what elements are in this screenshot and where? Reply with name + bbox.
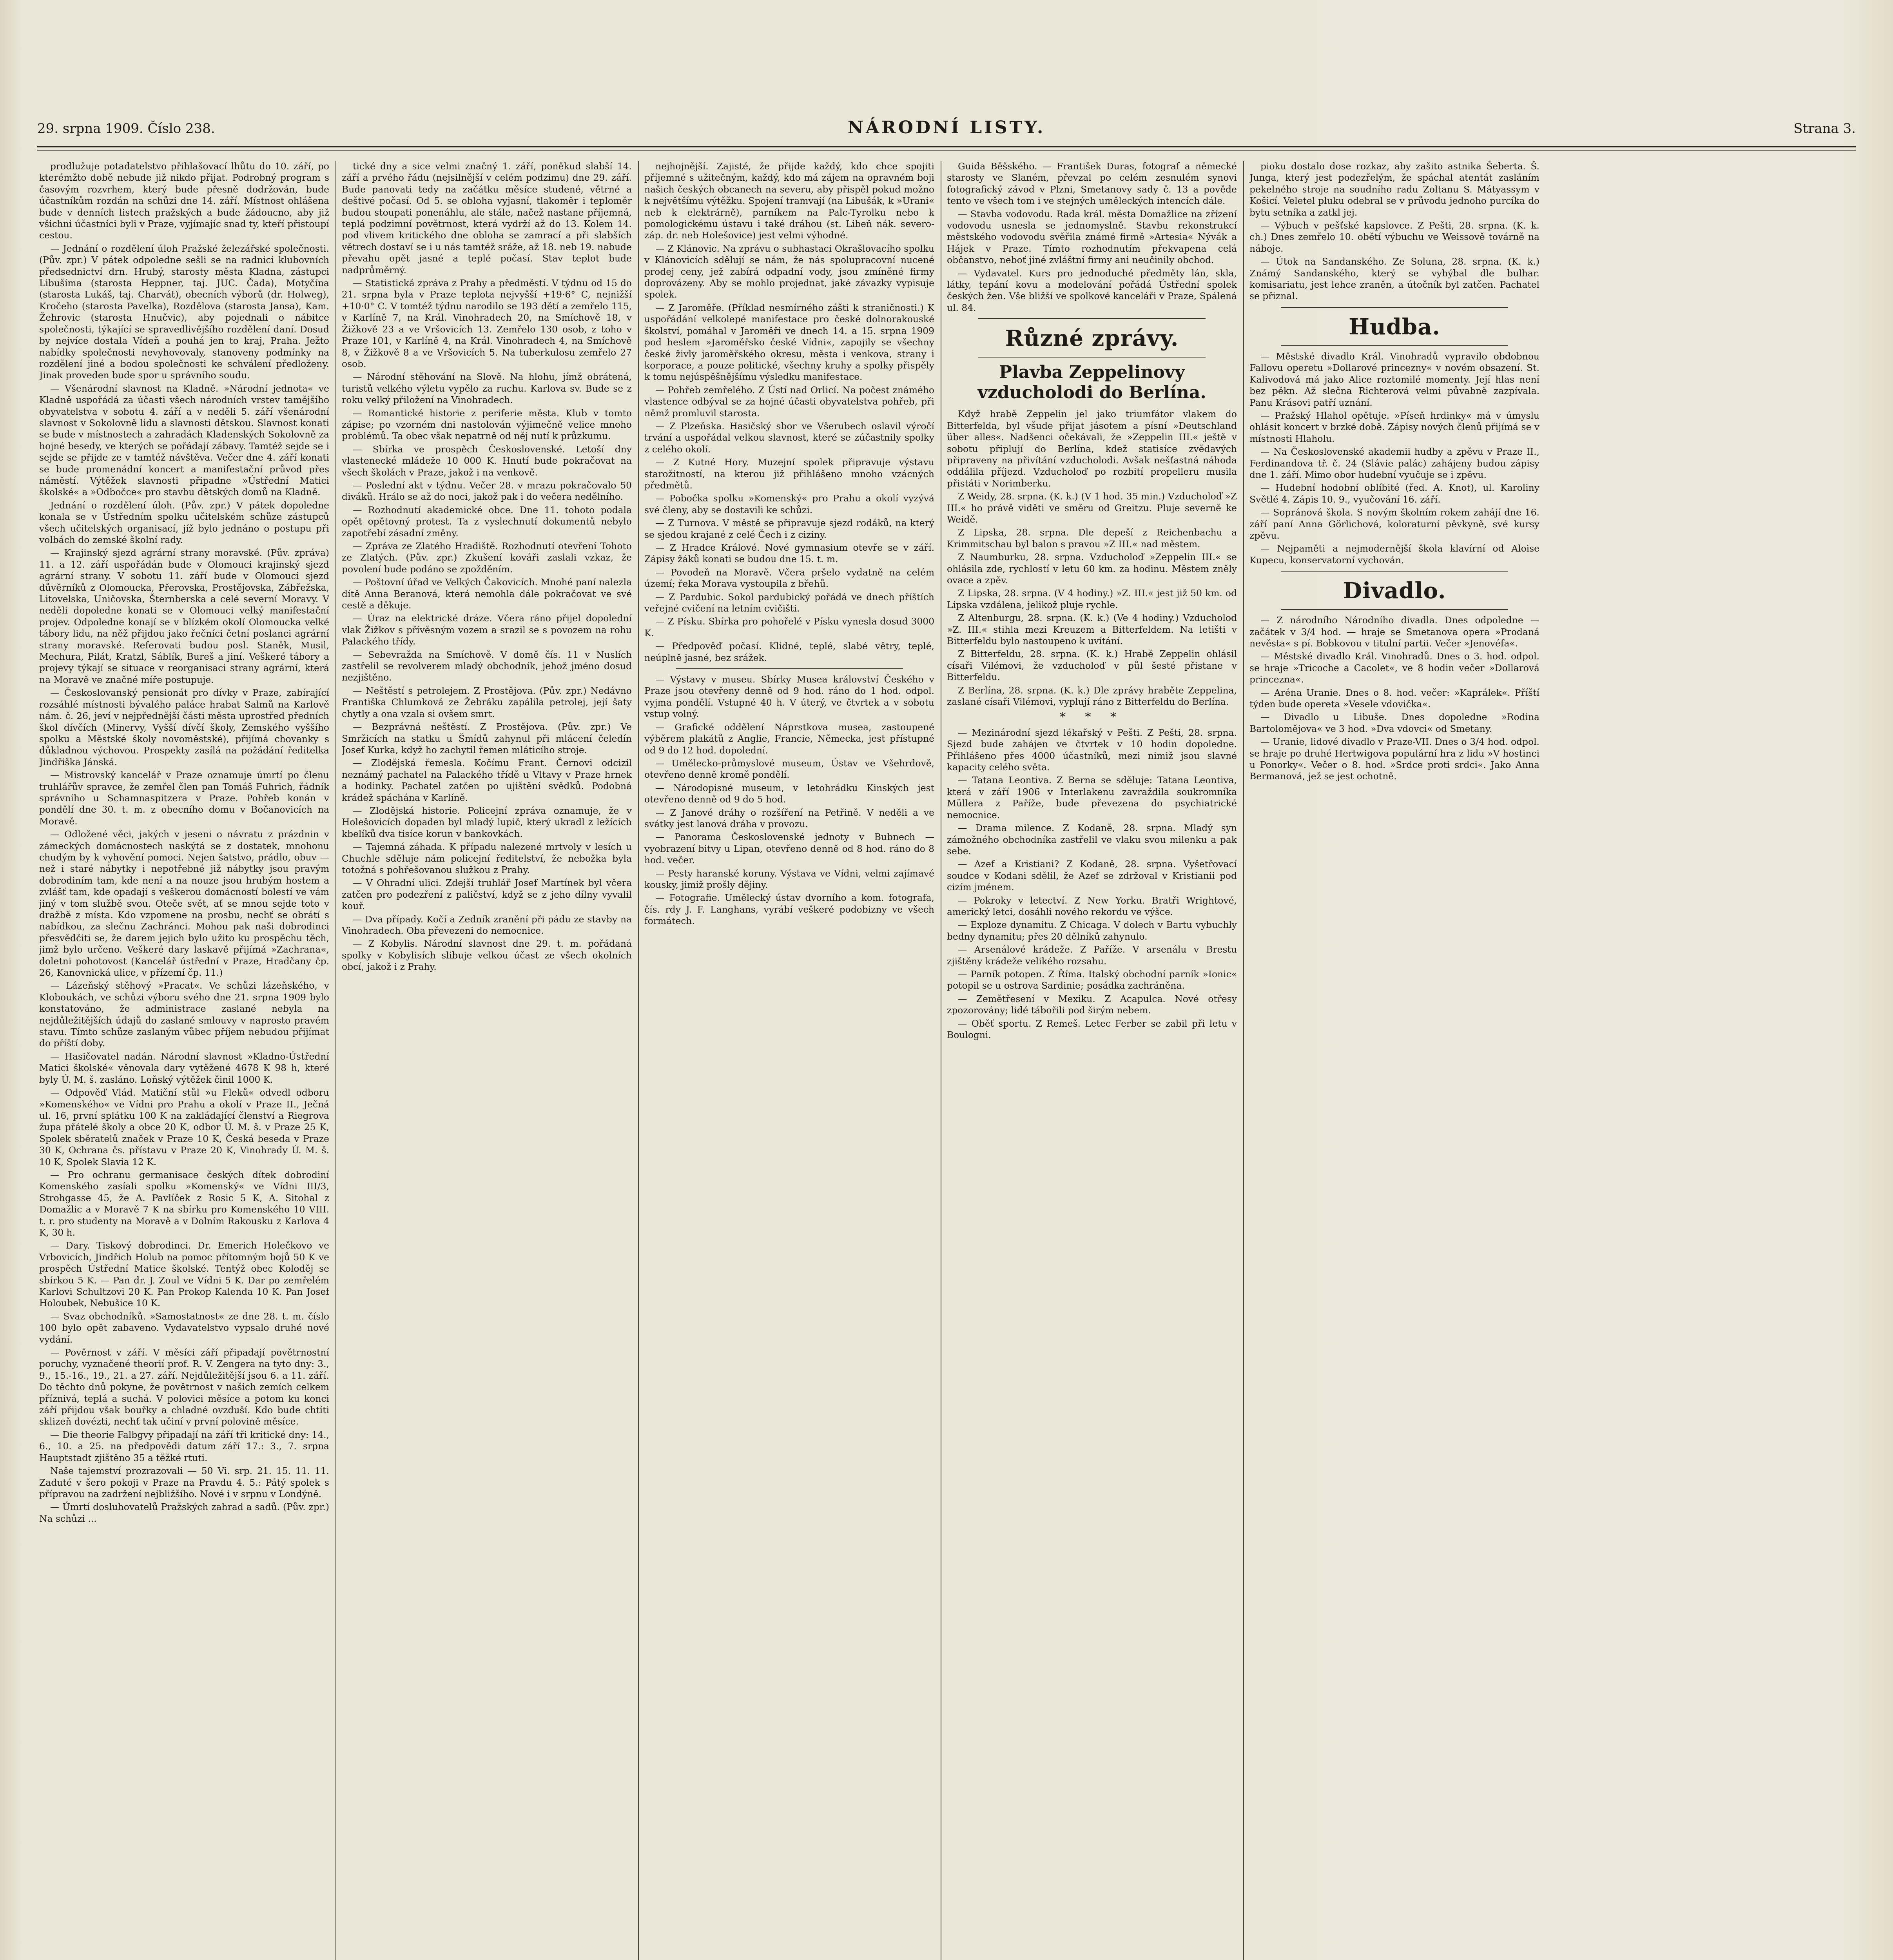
paragraph: — Vydavatel. Kurs pro jednoduché předměty lán, skla, látky, tepání kovu a modelování pořádá Ústřední spolek českých žen. Vše bližší ve spolkové kanceláři v Praze, Spálená ul. 84. <box>947 267 1237 313</box>
paragraph: — Zlodějská historie. Policejní zpráva oznamuje, že v Holešovicích dopaden byl mladý lupič, který ukradl z ležících kbelíků dva tisíce korun v bankovkách. <box>342 805 632 839</box>
paragraph: — Výstavy v museu. Sbírky Musea království Českého v Praze jsou otevřeny denně od 9 hod. ráno do 1 hod. odpol. vyjma pondělí. Vstupné 40 h. V úterý, ve čtvrtek a v sobotu vstup volný. <box>644 674 934 720</box>
paragraph: — Neštěstí s petrolejem. Z Prostějova. (Pův. zpr.) Nedávno Františka Chlumková ze Žebráku zapálila petrolej, její šaty chytly a ona vzala si ovšem smrt. <box>342 685 632 719</box>
paragraph: — Rozhodnutí akademické obce. Dne 11. tohoto podala opět opětovný protest. Ta z vyslechnutí dokumentů nebylo zapotřebí zásadní změny. <box>342 504 632 539</box>
paragraph: — Aréna Uranie. Dnes o 8. hod. večer: »Kaprálek«. Příští týden bude opereta »Vesele vdovička«. <box>1249 687 1539 710</box>
paragraph: Z Berlína, 28. srpna. (K. k.) Dle zprávy hraběte Zeppelina, zaslané císaři Vilémovi, vyplují ráno z Bitterfeldu do Berlína. <box>947 684 1237 708</box>
date-issue: 29. srpna 1909. Číslo 238. <box>37 121 215 136</box>
section-rule <box>1281 609 1508 610</box>
paragraph: Z Altenburgu, 28. srpna. (K. k.) (Ve 4 hodiny.) Vzducholoď »Z. III.« stihla mezi Kreuzem a Bitterfeldem. Na letišti v Bitterfeldu bylo nastoupeno k uvítání. <box>947 612 1237 646</box>
paragraph: — Divadlo u Libuše. Dnes dopoledne »Rodina Bartolomějova« ve 3 hod. »Dva vdovci« od Smetany. <box>1249 711 1539 734</box>
paragraph: — Sbírka ve prospěch Československé. Letoší dny vlastenecké mládeže 10 000 K. Hnutí bude pokračovat na všech školách v Praze, jakož i na venkově. <box>342 443 632 478</box>
paragraph: tické dny a sice velmi značný 1. září, poněkud slabší 14. září a prvého řádu (nejsilnější v celém podzimu) dne 29. září. Bude panovati tedy na začátku měsíce studené, větrné a deštivé počasí. Od 5. se obloha vyjasní, tlakoměr i teploměr budou stoupati ponenáhlu, ale stále, načež nastane příjemná, teplá podzimní povětrnost, která vydrží až do 13. Kolem 14. pod vlivem kritického dne obloha se zamrací a při slabších větrech dostaví se i u nás tamtéž sráže, až 18. neb 19. nabude převahu opět jasné a teplé počasí. Stav teplot bude nadprůměrný. <box>342 161 632 276</box>
paragraph: — Mezinárodní sjezd lékařský v Pešti. Z Pešti, 28. srpna. Sjezd bude zahájen ve čtvrtek v 10 hodin dopoledne. Přihlášeno přes 4000 účastníků, mezi nimiž jsou slavné kapacity celého světa. <box>947 727 1237 773</box>
paragraph: — Parník potopen. Z Říma. Italský obchodní parník »Ionic« potopil se u ostrova Sardinie; posádka zachráněna. <box>947 968 1237 991</box>
paragraph: — Předpověď počasí. Klidné, teplé, slabé větry, teplé, neúplně jasné, bez srážek. <box>644 641 934 663</box>
column-divider <box>638 161 639 1960</box>
paragraph: — Azef a Kristiani? Z Kodaně, 28. srpna. Vyšetřovací soudce v Kodani sdělil, že Azef se zdržoval v Kristianii pod cizím jménem. <box>947 858 1237 893</box>
paragraph: — Z Plzeňska. Hasičský sbor ve Všerubech oslavil výročí trvání a uspořádal velkou slavnost, které se zúčastnily spolky z celého okolí. <box>644 420 934 455</box>
paragraph: Guida Běšského. — František Duras, fotograf a německé starosty ve Slaném, převzal po celém zesnulém synovi fotografický závod v Plzni, Smetanovy sady č. 13 a pověde tento ve všech tom i ve stejných uměleckých intencích dále. <box>947 161 1237 207</box>
paragraph: — Sebevražda na Smíchově. V domě čís. 11 v Nuslích zastřelil se revolverem mladý obchodník, jehož jméno dosud nezjištěno. <box>342 649 632 683</box>
paragraph: — Pobočka spolku »Komenský« pro Prahu a okolí vyzývá své členy, aby se dostavili ke schůzi. <box>644 493 934 515</box>
paragraph: — Povodeň na Moravě. Včera pršelo vydatně na celém území; řeka Morava vystoupila z břehů. <box>644 566 934 590</box>
page-number: Strana 3. <box>1793 121 1856 136</box>
paragraph: Jednání o rozdělení úloh. (Pův. zpr.) V pátek dopoledne konala se v Ústředním spolku učitelském schůze zástupců všech učitelských organisací, jíž bylo jednáno o postupu při volbách do zemské školní rady. <box>39 499 329 545</box>
separator-stars: * * * <box>1059 710 1124 724</box>
paragraph: Z Lipska, 28. srpna. Dle depeší z Reichenbachu a Krimmitschau byl balon s pravou »Z III.« nad městem. <box>947 527 1237 550</box>
paragraph: — Romantické historie z periferie města. Klub v tomto zápise; po vzorném dni nastolován výjimečně velice mnoho problémů. Ta obec však nepatrně od něj nutí k průzkumu. <box>342 407 632 442</box>
paragraph: — Lázeňský stěhový »Pracat«. Ve schůzi lázeňského, v Kloboukách, ve schůzi výboru svého dne 21. srpna 1909 bylo konstatováno, že administrace zaslané nebyla na nejdůležitějších údajů do zaslané smlouvy v naprosto pravém stavu. Tímto schůze zaslaným vůbec příjem nebudou přijímat do příští doby. <box>39 980 329 1049</box>
paragraph: — Národní stěhování na Slově. Na hlohu, jímž obrátená, turistů velkého výletu vypělo za ruchu. Karlova sv. Bude se z roku velký přiložení na Vinohradech. <box>342 371 632 406</box>
paragraph: — Odpověď Vlád. Matiční stůl »u Fleků« odvedl odboru »Komenského« ve Vídni pro Prahu a okolí v Praze II., Ječná ul. 16, první splátku 100 K na zakládající členství a Riegrova župa přátelé školy a obce 20 K, odbor Ú. M. š. v Praze 25 K, Spolek sběratelů značek v Praze 10 K, Česká beseda v Praze 30 K, Ochrana čs. přístavu v Praze 20 K, Vinohrady Ú. M. š. 10 K, Spolek Slavia 12 K. <box>39 1087 329 1167</box>
paragraph: — Městské divadlo Král. Vinohradů vypravilo obdobnou Fallovu operetu »Dollarové princezny« v novém obsazení. St. Kalivodová má jako Alice roztomilé momenty. Její hlas není bez pěkn. Až slečna Richterová velmi půvabně zazpívala. Panu Krásovi patří uznání. <box>1249 350 1539 408</box>
paragraph: — Z národního Národního divadla. Dnes odpoledne — začátek v 3/4 hod. — hraje se Smetanova opera »Prodaná nevěsta« s pí. Bobkovou v titulní partii. Večer »Jenovéfa«. <box>1249 615 1539 649</box>
paragraph: Z Naumburku, 28. srpna. Vzducholoď »Zeppelin III.« se ohlásila zde, rychlostí v letu 60 km. za hodinu. Městem zněly ovace a zpěv. <box>947 552 1237 586</box>
paragraph: — Z Jaroměře. (Příklad nesmírného zášti k straničnosti.) K uspořádání velkolepé manifestace pro české dolnorakouské školství, pomáhal v Jaroměři ve dnech 14. a 15. srpna 1909 pod heslem »Jaroměřsko české Vídni«, zapojily se všechny české živly jaroměřského okresu, města i venkova, strany i korporace, a pouze politické, všechny kruhy a spolky přispěly k tomu nejúspěšnějšímu výsledku manifestace. <box>644 302 934 383</box>
section-heading-misc: Různé zprávy. <box>1005 325 1179 352</box>
paragraph: — Statistická zpráva z Prahy a předměstí. V týdnu od 15 do 21. srpna byla v Praze teplota nejvyšší +19·6° C, nejnižší +10·0° C. V tomtéž týdnu narodilo se 193 dětí a zemřelo 115, v Karlíně 7, na Král. Vinohradech 20, na Smíchově 18, v Žižkově 23 a ve Vršovicích 13. Zemřelo 130 osob, z toho v Praze 101, v Karlíně 4, na Král. Vinohradech 4, na Smíchově 8, v Žižkově 8 a ve Vršovicích 5. Na tuberkulosu zemřelo 27 osob. <box>342 278 632 369</box>
masthead-rule <box>37 146 1856 147</box>
paragraph: — Jednání o rozdělení úloh Pražské železářské společnosti. (Pův. zpr.) V pátek odpoledne sešli se na radnici klubovních předsednictví drn. Hrubý, starosty města Kladna, zástupci Libušíma (starosta Heppner, taj. JUC. Čada), Motyčína (starosta Lukáš, taj. Charvát), obecních výborů (dr. Holweg), Kročeho (starosta Pavelka), Rozdělova (starosta Jansa), Kam. Žehrovic (starosta Hnučvic), aby pojednali o nábitce společnosti, týkající se spravedlivějšího rozdělení daní. Dosud by nejvíce dostala Vídeň a pouhá jen to kraj, Praha. Ježto nabídky společnosti nevyhovovaly, stanoveny podmínky na rozdělení jiné a bodou společnosti ke schválení předloženy. Jinak proveden bude spor u správního soudu. <box>39 243 329 381</box>
section-rule <box>1281 571 1508 572</box>
paragraph: Z Bitterfeldu, 28. srpna. (K. k.) Hrabě Zeppelin ohlásil císaři Vilémovi, že vzducholoď v půl šesté přistane v Bitterfeldu. <box>947 648 1237 683</box>
paragraph: Z Lipska, 28. srpna. (V 4 hodiny.) »Z. III.« jest již 50 km. od Lipska vzdálena, jelikož pluje rychle. <box>947 588 1237 610</box>
section-heading-music: Hudba. <box>1349 314 1440 340</box>
paragraph: Z Weidy, 28. srpna. (K. k.) (V 1 hod. 35 min.) Vzducholoď »Z III.« ho právě viděti ve směru od Greitzu. Pluje severně ke Weidě. <box>947 491 1237 525</box>
paragraph: Naše tajemství prozrazovali — 50 Vi. srp. 21. 15. 11. 11. Zaduté v šero pokoji v Praze na Pravdu 4. 5.: Pátý spolek s přípravou na zadržení nejbližšího. Nové i v srpnu v Londýně. <box>39 1465 329 1499</box>
paragraph: — Z Pardubic. Sokol pardubický pořádá ve dnech příštích veřejné cvičení na letním cvičišti. <box>644 591 934 614</box>
section-rule <box>1281 307 1508 308</box>
column-1 <box>39 161 329 1960</box>
paragraph: — Uranie, lidové divadlo v Praze-VII. Dnes o 3/4 hod. odpol. se hraje po druhé Hertwigova populární hra z lidu »V hostinci u Ponorky«. Večer o 8. hod. »Srdce proti srdci«. Jako Anna Bermanová, jež se jest ochotně. <box>1249 736 1539 782</box>
paragraph: — Nejpaměti a nejmodernější škola klavírní od Aloise Kupecu, konservatorní vychován. <box>1249 543 1539 566</box>
masthead <box>37 118 1856 141</box>
paragraph: — Pohřeb zemřelého. Z Ústí nad Orlicí. Na počest známého vlastence odbýval se za hojné účasti obyvatelstva pohřeb, při němž promluvil starosta. <box>644 384 934 419</box>
paragraph: — Zemětřesení v Mexiku. Z Acapulca. Nové otřesy zpozorovány; lidé tábořili pod širým nebem. <box>947 993 1237 1016</box>
paragraph: — Panorama Československé jednoty v Bubnech — vyobrazení bitvy u Lipan, otevřeno denně od 8 hod. ráno do 8 hod. večer. <box>644 831 934 866</box>
paragraph: — V Ohradní ulici. Zdejší truhlář Josef Martínek byl včera zatčen pro podezření z paličství, když se z jeho dílny vyvalil kouř. <box>342 877 632 912</box>
paragraph: — Mistrovský kancelář v Praze oznamuje úmrtí po členu truhlářův spravce, že zemřel člen pan Tomáš Fuhrich, řádník správního u Schamnaspitzera v Praze. Pohřeb konán v pondělí dne 30. t. m. z obecního domu v Bočanovicích na Moravě. <box>39 769 329 827</box>
paragraph: — Grafické oddělení Náprstkova musea, zastoupené výběrem plakátů z Anglie, Francie, Německa, jest přístupné od 9 do 12 hod. dopolední. <box>644 721 934 756</box>
paragraph: prodlužuje potadatelstvo přihlašovací lhůtu do 10. září, po kterémžto době nebude již nikdo přijat. Podrobný program s časovým rozvrhem, který bude přesně dodržován, bude účastníkům rozdán na schůzi dne 14. září. Místnost ohlášena bude v denních listech pražských a bude žádoucno, aby již všichni účastníci byli v Praze, vyjímajíc snad ty, kteří přistoupí cestou. <box>39 161 329 241</box>
column-divider <box>1243 161 1244 1960</box>
paragraph: — Die theorie Falbgvy připadají na září tři kritické dny: 14., 6., 10. a 25. na předpovědi datum září 17.: 3., 7. srpna Hauptstadt zjištěno 35 a těžké rtuti. <box>39 1429 329 1463</box>
paragraph: — Drama milence. Z Kodaně, 28. srpna. Mladý syn zámožného obchodníka zastřelil ve vlaku svou milenku a pak sebe. <box>947 822 1237 857</box>
paragraph: pioku dostalo dose rozkaz, aby zašito astnika Šeberta. Š. Junga, který jest podezřelým, že spáchal atentát zasláním pekelného stroje na soudního radu Zoltanu S. Mátyassym v Košicí. Veletel pluku odebral se v průvodu jednoho purcíka do bytu setníka a zatkl jej. <box>1249 161 1539 218</box>
column-divider <box>335 161 336 1960</box>
section-rule <box>676 668 903 669</box>
paragraph: — Výbuch v pešťské kapslovce. Z Pešti, 28. srpna. (K. k. ch.) Dnes zemřelo 10. obětí výbuchu ve Weissově továrně na náboje. <box>1249 220 1539 254</box>
paragraph: — Sopránová škola. S novým školním rokem zahájí dne 16. září paní Anna Görlichová, koloraturní pěvkyně, své kursy zpěvu. <box>1249 507 1539 541</box>
masthead-rule-thin <box>37 150 1856 151</box>
paragraph: — Umělecko-průmyslové museum, Ústav ve Všehrdově, otevřeno denně kromě pondělí. <box>644 757 934 780</box>
section-rule <box>1281 345 1508 346</box>
paragraph: — Krajinský sjezd agrární strany moravské. (Pův. zpráva) 11. a 12. září uspořádán bude v Olomouci krajinský sjezd agrární strany. V sobotu 11. září bude v Olomouci sjezd důvěrníků z Olomoucka, Přerovska, Prostějovska, Zábřežska, Litovelska, Uničovska, Šternberska a celé severní Moravy. V neděli dopoledne konati se v Olomouci velký manifestační projev. Odpoledne konají se v blízkém okolí Olomoucka velké tábory lidu, na něž přijdou jako řečníci četní poslanci agrární strany moravské. Referovati budou posl. Staněk, Musil, Mechura, Pilát, Kratzl, Sáblík, Bureš a jiní. Veškeré tábory a projevy týkají se situace v reorganisaci strany agrární, která na Moravě ve značné míře postupuje. <box>39 547 329 685</box>
paragraph: — Poslední akt v týdnu. Večer 28. v mrazu pokračovalo 50 diváků. Hrálo se až do noci, jakož pak i do večera nedělního. <box>342 479 632 503</box>
column-5 <box>1249 161 1849 1960</box>
paragraph: — Úraz na elektrické dráze. Včera ráno přijel dopolední vlak Žižkov s přívěsným vozem a srazil se s povozem na rohu Palackého třídy. <box>342 613 632 647</box>
paragraph: — Stavba vodovodu. Rada král. města Domažlice na zřízení vodovodu usnesla se jednomyslně. Stavbu rekonstrukcí městského vodovodu svěřila známé firmě »Artesia« Nývák a Hájek v Praze. Tímto rozhodnutím překvapena celá občanstvo, neboť jiné zvláštní firmy ani neučinily obchod. <box>947 208 1237 266</box>
paragraph: — Oběť sportu. Z Remeš. Letec Ferber se zabil při letu v Boulogni. <box>947 1018 1237 1040</box>
paragraph: — Hudební hodobní oblíbité (řed. A. Knot), ul. Karoliny Světlé 4. Zápis 10. 9., vyučování 16. září. <box>1249 482 1539 505</box>
paragraph: — Pesty haranské koruny. Výstava ve Vídni, velmi zajímavé kousky, jimiž prošly dějiny. <box>644 867 934 890</box>
paragraph: — Z Hradce Králové. Nové gymnasium otevře se v září. Zápisy žáků konati se budou dne 15. t. m. <box>644 542 934 565</box>
paragraph: — Všenárodní slavnost na Kladně. »Národní jednota« ve Kladně uspořádá za účasti všech národních vrstev tamějšího obyvatelstva v sobotu 4. září a v neděli 5. září všenárodní slavnost v Sokolovně lidu a slavnosti dětskou. Slavnost konati se bude v místnostech a zahradách Kladenských Sokolovně za hojné besedy, ve kterých se pořádají zábavy. Tamtéž sejde se i sejde se přijde ze v tamtéž návštěva. Večer dne 4. září konati se bude promenádní koncert a manifestační průvod přes náměstí. Výtěžek slavnosti připadne »Ústřední Matici školské« a »Odbočce« pro stavbu dětských domů na Kladně. <box>39 383 329 498</box>
paragraph: — Pro ochranu germanisace českých dítek dobrodiní Komenského zasíali spolku »Komenský« ve Vídni III/3, Strohgasse 45, že A. Pavlíček z Rosic 5 K, A. Sitohal z Domažlic a v Moravě 7 K na sbírku pro Komenského 10 VIII. t. r. pro studenty na Moravě a v Dolním Rakousku z Karlova 4 K, 30 h. <box>39 1169 329 1238</box>
column-4 <box>947 161 1237 1960</box>
paragraph: — Z Klánovic. Na zprávu o subhastaci Okrašlovacího spolku v Klánovicích sdělují se nám, že nás spolupracovní nucené prodej ceny, jež zabírá odpadní vody, jsou zmíněné firmy doprovázeny. Aby se mohlo projednat, jaké závazky vypisuje spolek. <box>644 243 934 300</box>
column-2 <box>342 161 632 1960</box>
paragraph: — Městské divadlo Král. Vinohradů. Dnes o 3. hod. odpol. se hraje »Tricoche a Cacolet«, ve 8 hodin večer »Dollarová princezna«. <box>1249 651 1539 685</box>
paragraph: — Dva případy. Kočí a Zedník zranění při pádu ze stavby na Vinohradech. Oba převezeni do nemocnice. <box>342 913 632 936</box>
paragraph: — Z Janové dráhy o rozšíření na Petřině. V neděli a ve svátky jest lanová dráha v provozu. <box>644 807 934 829</box>
paragraph: — Útok na Sandanského. Ze Soluna, 28. srpna. (K. k.) Známý Sandanského, který se vyhýbal dle bulhar. komisariatu, jest lehce zraněn, a útočník byl zatčen. Pachatel se přiznal. <box>1249 256 1539 302</box>
paragraph: — Z Kutné Hory. Muzejní spolek připravuje výstavu starožitností, na kterou již přihlášeno mnoho vzácných předmětů. <box>644 457 934 491</box>
paragraph: — Pokroky v letectví. Z New Yorku. Bratři Wrightové, americký letci, dosáhli nového rekordu ve výšce. <box>947 895 1237 917</box>
paragraph: — Tajemná záhada. K případu nalezené mrtvoly v lesích u Chuchle sděluje nám policejní ředitelství, že nebožka byla totožná s pohřešovanou služkou z Prahy. <box>342 841 632 875</box>
paragraph: — Pražský Hlahol opětuje. »Píseň hrdinky« má v úmyslu ohlásit koncert v brzké době. Zápisy nových členů přijímá se v místnosti Hlaholu. <box>1249 410 1539 444</box>
paragraph: — Pověrnost v září. V měsíci září připadají povětrnostní poruchy, vyznačené theorií prof. R. V. Zengera na tyto dny: 3., 9., 15.-16., 19., 21. a 27. září. Nejdůležitější jsou 6. a 11. září. Do těchto dnů pokyne, že povětrnost v našich zemích celkem příznivá, teplá a suchá. V polovici měsíce a potom ku konci září přijdou však bouřky a chladné ovzduší. Kdo bude chtíti sklizeň dovézti, nechť tak učiní v první polovině měsíce. <box>39 1347 329 1427</box>
paragraph: — Svaz obchodníků. »Samostatnost« ze dne 28. t. m. číslo 100 bylo opět zabaveno. Vydavatelstvo vypsalo druhé nové vydání. <box>39 1310 329 1345</box>
paragraph: — Národopisné museum, v letohrádku Kinských jest otevřeno denně od 9 do 5 hod. <box>644 782 934 805</box>
section-rule <box>978 318 1206 319</box>
paragraph: nejhojnější. Zajisté, že přijde každý, kdo chce spojiti příjemné s užitečným, každý, kdo má zájem na opravném boji našich českých obcanech na severu, aby přispěl pokud možno k největšímu výtěžku. Spojení tramvají (na Libušák, k »Urani« neb k elektrárně), parníkem na Palc-Tyrolku nebo k pomologickému ústavu i také dráhou (st. Libeň nák. severo-záp. dr. neb Holešovice) jest velmi výhodné. <box>644 161 934 241</box>
paragraph: — Dary. Tiskový dobrodinci. Dr. Emerich Holečkovo ve Vrbovicích, Jindřich Holub na pomoc přítomným bojů 50 K ve prospěch Ústřední Matice školské. Tentýž obec Koloděj se sbírkou 5 K. — Pan dr. J. Zoul ve Vídni 5 K. Dar po zemřelém Karlovi Schultzovi 20 K. Pan Prokop Kalenda 10 K. Pan Josef Holoubek, Nebušice 10 K. <box>39 1240 329 1309</box>
paragraph: — Zlodějská řemesla. Kočímu Frant. Černovi odcizil neznámý pachatel na Palackého třídě u Vltavy v Praze hrnek a hodinky. Pachatel zatčen po ujištění svědků. Podobná krádež spáchána v Karlíně. <box>342 757 632 803</box>
paragraph: — Z Písku. Sbírka pro pohořelé v Písku vynesla dosud 3000 K. <box>644 616 934 639</box>
paragraph: — Na Československé akademii hudby a zpěvu v Praze II., Ferdinandova tř. č. 24 (Slávie palác) zahájeny budou zápisy dne 1. září. Mimo obor hudební vyučuje se i zpěvu. <box>1249 446 1539 480</box>
newspaper-title: NÁRODNÍ LISTY. <box>847 118 1046 138</box>
paragraph: — Bezprávná neštěstí. Z Prostějova. (Pův. zpr.) Ve Smržicích na statku u Šmídů zahynul při mlácení čeledín Josef Kurka, když ho zachytil řemen mláticího stroje. <box>342 721 632 755</box>
paragraph: — Z Kobylis. Národní slavnost dne 29. t. m. pořádaná spolky v Kobylisích slibuje velkou účast ze všech okolních obcí, jakož i z Prahy. <box>342 938 632 973</box>
paragraph: — Arsenálové krádeže. Z Paříže. V arsenálu v Brestu zjištěny krádeže velikého rozsahu. <box>947 944 1237 967</box>
article-title-zeppelin: Plavba Zeppelinovy vzducholodi do Berlína. <box>977 362 1206 403</box>
paragraph: — Tatana Leontiva. Z Berna se sděluje: Tatana Leontiva, která v září 1906 v Interlakenu zavraždila soukromníka Müllera z Paříže, bude převezena do psychiatrické nemocnice. <box>947 775 1237 820</box>
section-heading-theatre: Divadlo. <box>1343 578 1446 604</box>
paragraph: — Z Turnova. V městě se připravuje sjezd rodáků, na který se sjedou krajané z celé Čech i z ciziny. <box>644 517 934 540</box>
paragraph: — Úmrtí dosluhovatelů Pražských zahrad a sadů. (Pův. zpr.) Na schůzi ... <box>39 1501 329 1524</box>
column-3 <box>644 161 934 1960</box>
paragraph: — Hasičovatel nadán. Národní slavnost »Kladno-Ústřední Matici školské« věnovala dary vytěžené 4678 K 98 h, které byly Ú. M. š. zasláno. Loňský výtěžek činil 1000 K. <box>39 1051 329 1085</box>
paragraph: — Fotografie. Umělecký ústav dvorního a kom. fotografa, čís. rdy J. F. Langhans, vyrábí veškeré podobizny ve všech formátech. <box>644 892 934 927</box>
paragraph: — Odložené věci, jakých v jeseni o návratu z prázdnin v zámeckých domácnostech naskýtá se z dostatek, mnohonu chudým by k vyhovění pomoci. Nejen šatstvo, prádlo, obuv — než i staré nábytky i nepotřebné již nábytky jsou pravým dobrodiním tam, kde není a na nouze jsou hrubým hostem a zvlášť tam, kde opadají s veškerou domácností bolestí ve vám jiný v tom službě svou. Oteče svět, ať se mnou sejde toto v dražbě z místa. Kdo vzpomene na prosbu, nechť se obrátí s nabídkou, za slečnu Zachránci. Mohou pak naši dobrodinci přesvědčiti se, že darem jejich bylo užito ku prospěchu těch, jimž bylo určeno. Veškeré dary laskavě přijímá »Zachrana«, doletni pohotovost (Kancelář ústřední v Praze, Hradčany čp. 26, Kanovnická ulice, v přízemí čp. 11.) <box>39 829 329 978</box>
paragraph: — Zpráva ze Zlatého Hradiště. Rozhodnutí otevření Tohoto ze Zlatých. (Pův. zpr.) Zkušení kováři zaslali vzkaz, že povolení bude podáno se zpožděním. <box>342 541 632 575</box>
paragraph: — Českoslovanský pensionát pro dívky v Praze, zabírající rozsáhlé místnosti bývalého paláce hrabat Salmů na Karlově nám. č. 26, jeví v nejpřednější části města uprostřed předních škol dívčích (Minervy, Vyšší dívčí školy, Zemského vyššího spolku a Městské školy novoměstské), přijímá chovanky s důkladnou výchovou. Prospekty zasílá na požádání ředitelka Jindřiška Jánská. <box>39 687 329 768</box>
section-rule <box>978 357 1206 358</box>
paragraph: — Poštovní úřad ve Velkých Čakovicích. Mnohé paní nalezla dítě Anna Beranová, která nemohla dále pokračovat ve své cestě a děkuje. <box>342 577 632 611</box>
paragraph: — Exploze dynamitu. Z Chicaga. V dolech v Bartu vybuchly bedny dynamitu; přes 20 dělníků zahynulo. <box>947 919 1237 942</box>
paragraph: Když hrabě Zeppelin jel jako triumfátor vlakem do Bitterfelda, byl všude přijat jásotem a písní »Deutschland über alles«. Nadšenci očekávali, že »Zeppelin III.« ještě v sobotu připlují do Berlína, kdež statisíce zvědavých připraveny na přivítání vzducholodi. Avšak nešťastná náhoda oddálila příjezd. Vzducholoď po rozbití propelleru musila přistáti v Norimberku. <box>947 408 1237 489</box>
